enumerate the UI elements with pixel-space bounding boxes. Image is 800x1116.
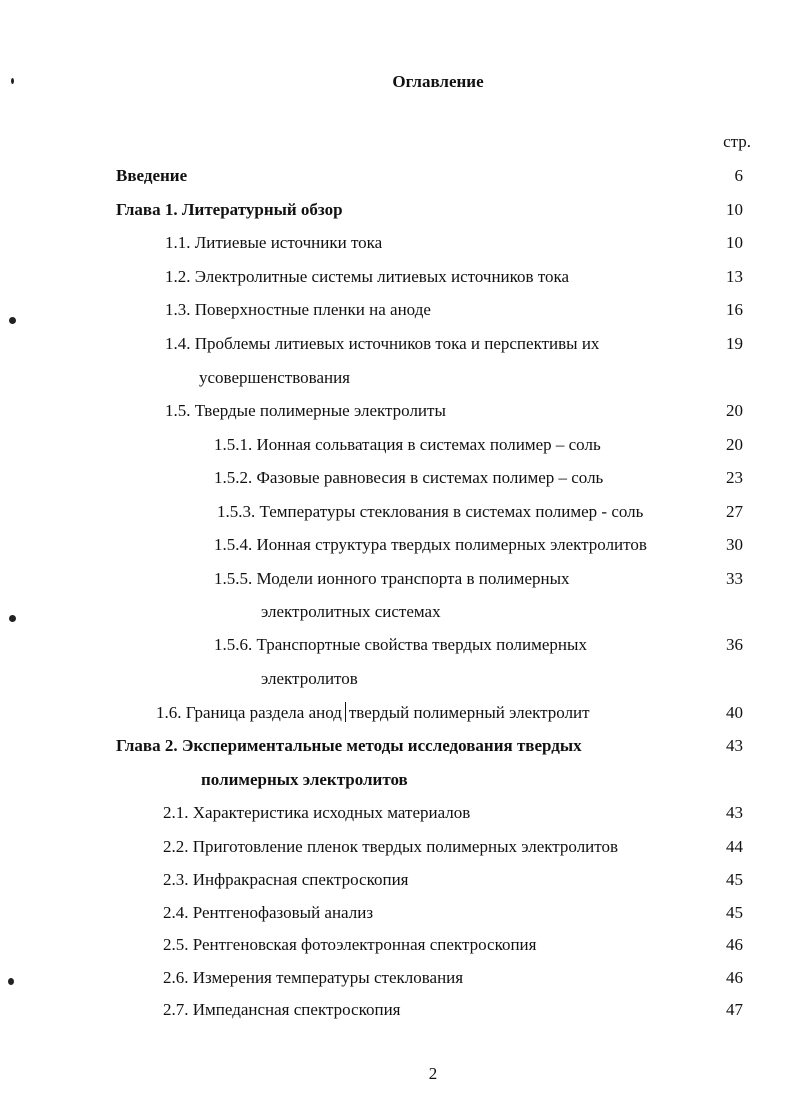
toc-entry-1-5-5 (0, 567, 800, 591)
toc-entry-label-part2: твердый полимерный электролит (348, 703, 590, 722)
toc-entry-page: 10 (726, 233, 743, 252)
binding-hole-mark (8, 978, 14, 985)
toc-entry-1-1 (0, 231, 800, 255)
toc-entry-page: 45 (726, 903, 743, 922)
toc-entry-page: 23 (726, 468, 743, 487)
toc-entry-label: 2.6. Измерения температуры стеклования (163, 968, 464, 987)
toc-entry-label: 1.5.1. Ионная сольватация в системах полимер – соль (214, 435, 601, 454)
toc-entry-1-4 (0, 332, 800, 356)
toc-entry-label: 1.3. Поверхностные пленки на аноде (165, 300, 431, 319)
binding-hole-mark (9, 317, 16, 324)
toc-entry-1-5 (0, 399, 800, 423)
binding-hole-mark (9, 615, 16, 622)
toc-entry-label: Введение (116, 166, 188, 185)
toc-entry-label: 1.1. Литиевые источники тока (165, 233, 383, 252)
toc-entry-label: 2.7. Импедансная спектроскопия (163, 1000, 401, 1019)
toc-entry-1-5-1 (0, 433, 800, 457)
toc-entry-continuation: электролитов (261, 669, 358, 688)
toc-entry-page: 45 (726, 870, 743, 889)
toc-entry-1-2 (0, 265, 800, 289)
toc-entry-label: 1.4. Проблемы литиевых источников тока и перспективы их (165, 334, 600, 353)
toc-entry-introduction (0, 164, 800, 188)
toc-entry-page: 36 (726, 635, 743, 654)
toc-entry-page: 20 (726, 435, 743, 454)
toc-entry-page: 6 (734, 166, 743, 185)
toc-entry-1-5-6 (0, 633, 800, 657)
toc-entry-1-5-3 (0, 500, 800, 524)
toc-entry-page: 16 (726, 300, 743, 319)
toc-entry-page: 20 (726, 401, 743, 420)
toc-entry-label: Глава 1. Литературный обзор (116, 200, 343, 219)
toc-entry-label: 2.3. Инфракрасная спектроскопия (163, 870, 409, 889)
toc-entry-2-4 (0, 901, 800, 925)
toc-entry-label: 2.2. Приготовление пленок твердых полимерных электролитов (163, 837, 619, 856)
page-column-header: стр. (723, 132, 751, 151)
page-number: 2 (428, 1064, 438, 1083)
toc-entry-2-5 (0, 933, 800, 957)
toc-entry-2-7 (0, 998, 800, 1022)
scan-speck (11, 78, 14, 84)
toc-entry-continuation: электролитных системах (261, 602, 441, 621)
toc-entry-label (156, 701, 590, 725)
toc-entry-1-3 (0, 298, 800, 322)
toc-entry-page: 43 (726, 736, 743, 755)
toc-entry-label: 2.4. Рентгенофазовый анализ (163, 903, 374, 922)
toc-entry-page: 13 (726, 267, 743, 286)
toc-entry-label: 1.5.3. Температуры стеклования в системах полимер - соль (217, 502, 644, 521)
toc-entry-page: 43 (726, 803, 743, 822)
toc-entry-page: 30 (726, 535, 743, 554)
toc-entry-label: 1.5.6. Транспортные свойства твердых полимерных (214, 635, 587, 654)
toc-entry-page: 27 (726, 502, 743, 521)
toc-entry-page: 47 (726, 1000, 743, 1019)
toc-entry-page: 19 (726, 334, 743, 353)
toc-entry-1-5-5-continuation (0, 600, 800, 624)
toc-entry-2-6 (0, 966, 800, 990)
toc-entry-label: 1.5.5. Модели ионного транспорта в полимерных (214, 569, 570, 588)
toc-entry-continuation: усовершенствования (199, 368, 350, 387)
vertical-bar-separator (345, 702, 346, 722)
toc-entry-page: 46 (726, 935, 743, 954)
toc-entry-label: 1.5. Твердые полимерные электролиты (165, 401, 446, 420)
toc-entry-2-3 (0, 868, 800, 892)
toc-entry-1-4-continuation (0, 366, 800, 390)
toc-entry-2-1 (0, 801, 800, 825)
toc-entry-chapter-2 (0, 734, 800, 758)
toc-entry-label: 2.1. Характеристика исходных материалов (163, 803, 471, 822)
toc-entry-page: 44 (726, 837, 743, 856)
toc-entry-1-6 (0, 701, 800, 725)
toc-entry-1-5-6-continuation (0, 667, 800, 691)
toc-entry-label: 2.5. Рентгеновская фотоэлектронная спектроскопия (163, 935, 537, 954)
toc-entry-label: Глава 2. Экспериментальные методы исследования твердых (116, 736, 582, 755)
toc-entry-continuation: полимерных электролитов (201, 770, 408, 789)
toc-entry-label-part1: 1.6. Граница раздела анод (156, 703, 342, 722)
toc-entry-page: 46 (726, 968, 743, 987)
toc-entry-page: 33 (726, 569, 743, 588)
toc-entry-label: 1.2. Электролитные системы литиевых источников тока (165, 267, 570, 286)
toc-entry-label: 1.5.2. Фазовые равновесия в системах полимер – соль (214, 468, 604, 487)
toc-entry-chapter-2-continuation (0, 768, 800, 792)
toc-entry-label: 1.5.4. Ионная структура твердых полимерных электролитов (214, 535, 647, 554)
toc-entry-2-2 (0, 835, 800, 859)
toc-entry-1-5-4 (0, 533, 800, 557)
toc-entry-chapter-1 (0, 198, 800, 222)
toc-entry-page: 10 (726, 200, 743, 219)
toc-entry-1-5-2 (0, 466, 800, 490)
toc-title: Оглавление (392, 72, 484, 91)
toc-entry-page: 40 (726, 703, 743, 722)
